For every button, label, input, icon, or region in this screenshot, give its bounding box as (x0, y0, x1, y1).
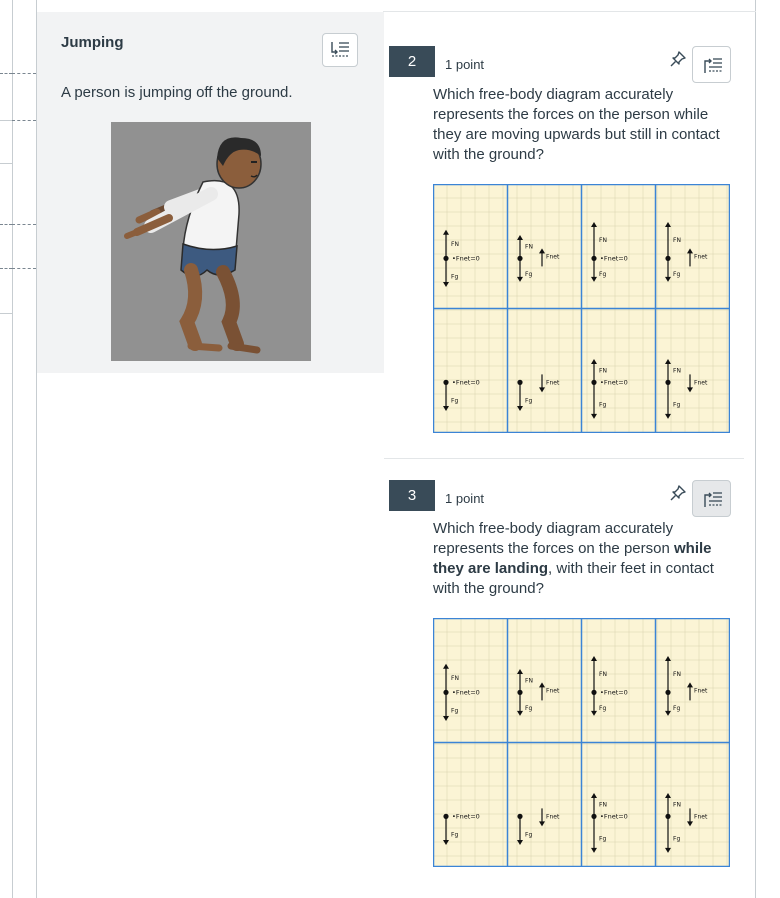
stimulus-panel (37, 12, 384, 373)
free-body-diagram-grid (433, 184, 730, 433)
gutter-divider (0, 268, 12, 269)
question-prompt (433, 85, 733, 165)
net-force-label: Fnet (546, 813, 560, 821)
question-number-badge: 2 (389, 46, 435, 77)
gravity-force-label: Fg (599, 705, 607, 713)
list-arrow-icon (701, 489, 723, 509)
prompt-text: Which free-body diagram accurately represents the forces on the person while they are moving upwards but still in contact with the ground? (433, 86, 720, 163)
gutter-divider (0, 73, 12, 74)
pin-icon (669, 484, 687, 502)
question-points: 1 point (445, 491, 485, 506)
stimulus-description: A person is jumping off the ground. (61, 84, 293, 101)
gutter-divider (0, 313, 12, 314)
gutter-connector (12, 73, 36, 74)
normal-force-label: FN (525, 677, 533, 685)
normal-force-label: FN (599, 237, 607, 245)
net-force-label: Fnet (694, 253, 708, 261)
gravity-force-label: Fg (673, 835, 681, 843)
net-force-zero-label: •Fnet=0 (600, 254, 628, 263)
net-force-zero-label: •Fnet=0 (452, 688, 480, 697)
net-force-zero-label: •Fnet=0 (600, 378, 628, 387)
question-prompt (433, 519, 733, 599)
reorder-button[interactable] (692, 480, 731, 517)
gutter-divider (0, 163, 12, 164)
pin-button[interactable] (669, 50, 687, 68)
gutter-divider (0, 224, 12, 225)
net-force-zero-label: •Fnet=0 (452, 812, 480, 821)
net-force-label: Fnet (546, 253, 560, 261)
net-force-label: Fnet (546, 687, 560, 695)
normal-force-label: FN (673, 671, 681, 679)
stimulus-title: Jumping (61, 34, 124, 51)
stimulus-toggle-button[interactable] (322, 33, 358, 67)
gravity-force-label: Fg (599, 835, 607, 843)
gutter-connector (12, 268, 36, 269)
gravity-force-label: Fg (525, 397, 533, 405)
net-force-zero-label: •Fnet=0 (600, 688, 628, 697)
reorder-button[interactable] (692, 46, 731, 83)
normal-force-label: FN (599, 367, 607, 375)
gravity-force-label: Fg (525, 705, 533, 713)
fbd-svg (433, 618, 730, 867)
net-force-label: Fnet (694, 379, 708, 387)
gravity-force-label: Fg (673, 401, 681, 409)
gravity-force-label: Fg (673, 705, 681, 713)
question-number-badge: 3 (389, 480, 435, 511)
net-force-label: Fnet (546, 379, 560, 387)
prompt-emphasis: while they are landing (433, 540, 712, 577)
normal-force-label: FN (673, 801, 681, 809)
list-arrow-icon (701, 55, 723, 75)
net-force-label: Fnet (694, 813, 708, 821)
gutter-connector (12, 120, 36, 121)
free-body-diagram-grid (433, 618, 730, 867)
normal-force-label: FN (599, 801, 607, 809)
left-gutter (0, 0, 13, 898)
gravity-force-label: Fg (525, 831, 533, 839)
normal-force-label: FN (599, 671, 607, 679)
pin-button[interactable] (669, 484, 687, 502)
net-force-zero-label: •Fnet=0 (452, 378, 480, 387)
fbd-svg (433, 184, 730, 433)
prompt-text: Which free-body diagram accurately represents the forces on the person (433, 520, 674, 557)
gravity-force-label: Fg (451, 707, 459, 715)
gravity-force-label: Fg (599, 271, 607, 279)
normal-force-label: FN (673, 367, 681, 375)
normal-force-label: FN (673, 237, 681, 245)
normal-force-label: FN (451, 675, 459, 683)
net-force-zero-label: •Fnet=0 (600, 812, 628, 821)
normal-force-label: FN (525, 243, 533, 251)
question-divider (384, 458, 744, 459)
jumping-person-image (111, 122, 311, 361)
collapse-list-icon (329, 40, 351, 60)
gravity-force-label: Fg (673, 271, 681, 279)
prompt-text: , with their feet in contact with the ground? (433, 560, 714, 597)
top-divider (383, 11, 756, 12)
gravity-force-label: Fg (451, 831, 459, 839)
net-force-zero-label: •Fnet=0 (452, 254, 480, 263)
person-illustration (111, 122, 311, 361)
gravity-force-label: Fg (451, 397, 459, 405)
gutter-divider (0, 120, 12, 121)
question-points: 1 point (445, 57, 485, 72)
gravity-force-label: Fg (599, 401, 607, 409)
gravity-force-label: Fg (451, 273, 459, 281)
gutter-connector (12, 224, 36, 225)
net-force-label: Fnet (694, 687, 708, 695)
gravity-force-label: Fg (525, 271, 533, 279)
normal-force-label: FN (451, 241, 459, 249)
pin-icon (669, 50, 687, 68)
